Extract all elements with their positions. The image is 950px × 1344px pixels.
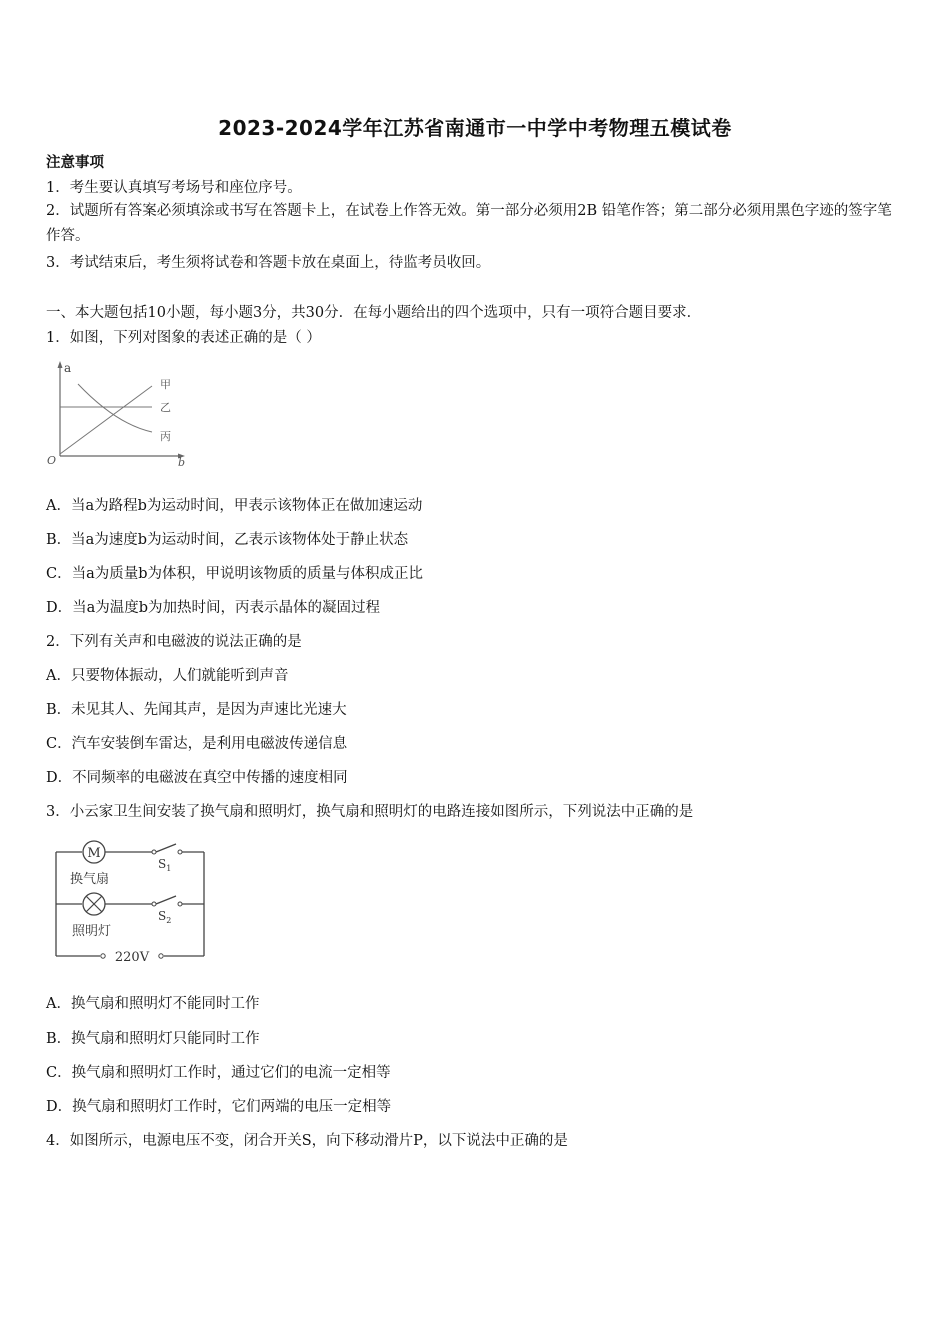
fan-label: 换气扇 [70, 872, 110, 887]
question-3-option-d: D．换气扇和照明灯工作时，它们两端的电压一定相等 [46, 1099, 392, 1115]
question-1-option-b: B．当a为速度b为运动时间，乙表示该物体处于静止状态 [46, 532, 409, 548]
question-3-stem: 3．小云家卫生间安装了换气扇和照明灯，换气扇和照明灯的电路连接如图所示，下列说法中正确的是 [46, 804, 694, 820]
question-2-stem: 2．下列有关声和电磁波的说法正确的是 [46, 634, 302, 650]
question-3-option-c: C．换气扇和照明灯工作时，通过它们的电流一定相等 [46, 1065, 391, 1081]
switch-s2-label: $S_2$ [158, 909, 172, 925]
curve-jia-label: 甲 [160, 378, 171, 391]
page-title: 2023-2024学年江苏省南通市一中学中考物理五模试卷 [218, 116, 732, 140]
question-1-option-a: A．当a为路程b为运动时间，甲表示该物体正在做加速运动 [46, 498, 423, 514]
question-1-graph [44, 358, 194, 470]
note-item-1: 1．考生要认真填写考场号和座位序号。 [46, 180, 302, 196]
switch-s1-label: $S_1$ [158, 857, 172, 873]
motor-label: M [87, 846, 101, 861]
curve-bing [78, 384, 152, 432]
question-2-option-a: A．只要物体振动，人们就能听到声音 [46, 668, 289, 684]
curve-yi-label: 乙 [160, 401, 171, 414]
notes-heading: 注意事项 [46, 154, 104, 171]
switch-s1-icon [156, 844, 176, 852]
question-1-stem: 1．如图，下列对图象的表述正确的是（ ） [46, 330, 321, 346]
curve-bing-label: 丙 [160, 430, 171, 443]
graph-y-label: a [64, 361, 72, 375]
question-2-option-c: C．汽车安装倒车雷达，是利用电磁波传递信息 [46, 736, 348, 752]
lamp-label: 照明灯 [72, 924, 112, 939]
question-3-option-a: A．换气扇和照明灯不能同时工作 [46, 996, 260, 1012]
switch-s2-icon [156, 896, 176, 904]
question-1-option-c: C．当a为质量b为体积，甲说明该物质的质量与体积成正比 [46, 566, 424, 582]
question-1-option-d: D．当a为温度b为加热时间，丙表示晶体的凝固过程 [46, 600, 381, 616]
question-3-option-b: B．换气扇和照明灯只能同时工作 [46, 1031, 260, 1047]
section-heading: 一、本大题包括10小题，每小题3分，共30分．在每小题给出的四个选项中，只有一项符合题目要求． [46, 305, 702, 321]
question-2-option-d: D．不同频率的电磁波在真空中传播的速度相同 [46, 770, 348, 786]
curve-jia [60, 386, 152, 454]
question-4-stem: 4．如图所示，电源电压不变，闭合开关S，向下移动滑片P，以下说法中正确的是 [46, 1133, 568, 1149]
note-item-3: 3．考试结束后，考生须将试卷和答题卡放在桌面上，待监考员收回。 [46, 255, 491, 271]
question-2-option-b: B．未见其人、先闻其声，是因为声速比光速大 [46, 702, 347, 718]
note-item-2: 2．试题所有答案必须填涂或书写在答题卡上，在试卷上作答无效。第一部分必须用2B 铅笔作答；第二部分必须用黑色字迹的签字笔作答。 [46, 203, 892, 244]
voltage-label: 220V [114, 950, 150, 965]
question-3-circuit [48, 838, 210, 966]
graph-x-label: b [178, 456, 186, 469]
graph-origin-label: O [47, 454, 57, 467]
